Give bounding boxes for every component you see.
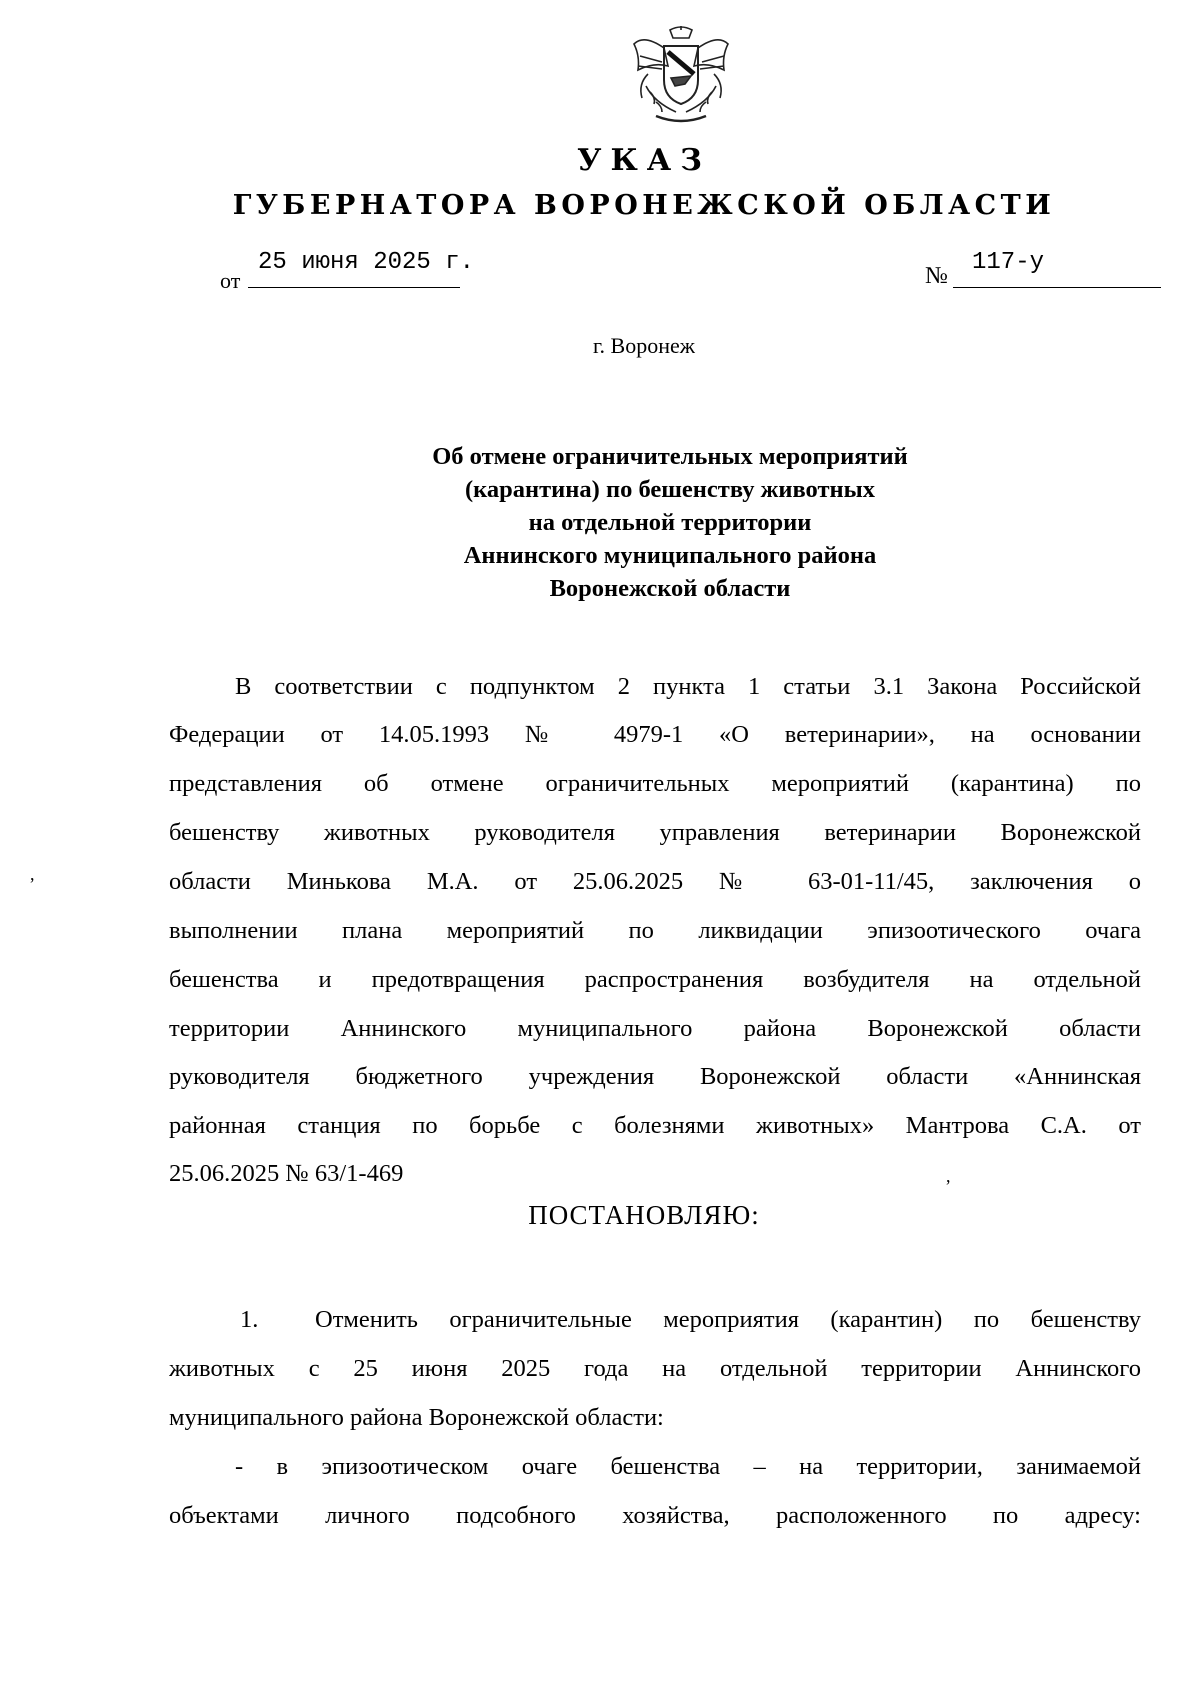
heading-line: Аннинского муниципального района (463, 542, 877, 569)
preamble-line: представления об отмене ограничительных мероприятий (карантина) по (169, 770, 1141, 797)
heading-line: (карантина) по бешенству животных (465, 476, 875, 503)
coat-of-arms-icon (626, 26, 736, 126)
heading-line: Воронежской области (549, 575, 791, 602)
preamble-line: бешенству животных руководителя управления ветеринарии Воронежской (169, 819, 1141, 846)
subitem-line: - в эпизоотическом очаге бешенства – на территории, занимаемой (235, 1453, 1141, 1480)
item-number: 1. (240, 1306, 259, 1333)
scan-artifact-mark: , (30, 864, 35, 884)
document-issuer-title: ГУБЕРНАТОРА ВОРОНЕЖСКОЙ ОБЛАСТИ (232, 190, 1056, 221)
scan-artifact-mark: , (946, 1166, 951, 1186)
preamble-line: Федерации от 14.05.1993 № 4979-1 «О ветеринарии», на основании (169, 721, 1141, 748)
city-label: г. Воронеж (593, 333, 695, 358)
preamble-line: области Минькова М.А. от 25.06.2025 № 63-01-11/45, заключения о (169, 868, 1141, 895)
number-label: № (925, 263, 948, 289)
preamble-line: бешенства и предотвращения распространения возбудителя на отдельной (169, 966, 1141, 993)
heading-line: на отдельной территории (528, 509, 812, 536)
subitem-line: объектами личного подсобного хозяйства, расположенного по адресу: (169, 1502, 1141, 1529)
document-type-title: УКАЗ (577, 143, 711, 178)
item-line: Отменить ограничительные мероприятия (карантин) по бешенству (315, 1306, 1141, 1333)
heading-line: Об отмене ограничительных мероприятий (432, 443, 908, 470)
item-line: животных с 25 июня 2025 года на отдельной территории Аннинского (169, 1355, 1141, 1382)
number-value: 117-у (972, 249, 1045, 276)
preamble-line: районная станция по борьбе с болезнями животных» Мантрова С.А. от (169, 1112, 1141, 1139)
preamble-line: 25.06.2025 № 63/1-469 (169, 1160, 404, 1187)
date-label: от (220, 268, 241, 293)
item-line: муниципального района Воронежской области: (169, 1404, 664, 1431)
preamble-line: руководителя бюджетного учреждения Воронежской области «Аннинская (169, 1063, 1141, 1090)
number-underline (953, 287, 1161, 288)
preamble-line: выполнении плана мероприятий по ликвидации эпизоотического очага (169, 917, 1141, 944)
preamble-line: территории Аннинского муниципального района Воронежской области (169, 1015, 1141, 1042)
date-underline (248, 287, 460, 288)
decree-word: ПОСТАНОВЛЯЮ: (528, 1200, 760, 1230)
preamble-line: В соответствии с подпунктом 2 пункта 1 статьи 3.1 Закона Российской (235, 673, 1141, 700)
document-heading (330, 440, 1010, 605)
date-value: 25 июня 2025 г. (258, 249, 475, 276)
